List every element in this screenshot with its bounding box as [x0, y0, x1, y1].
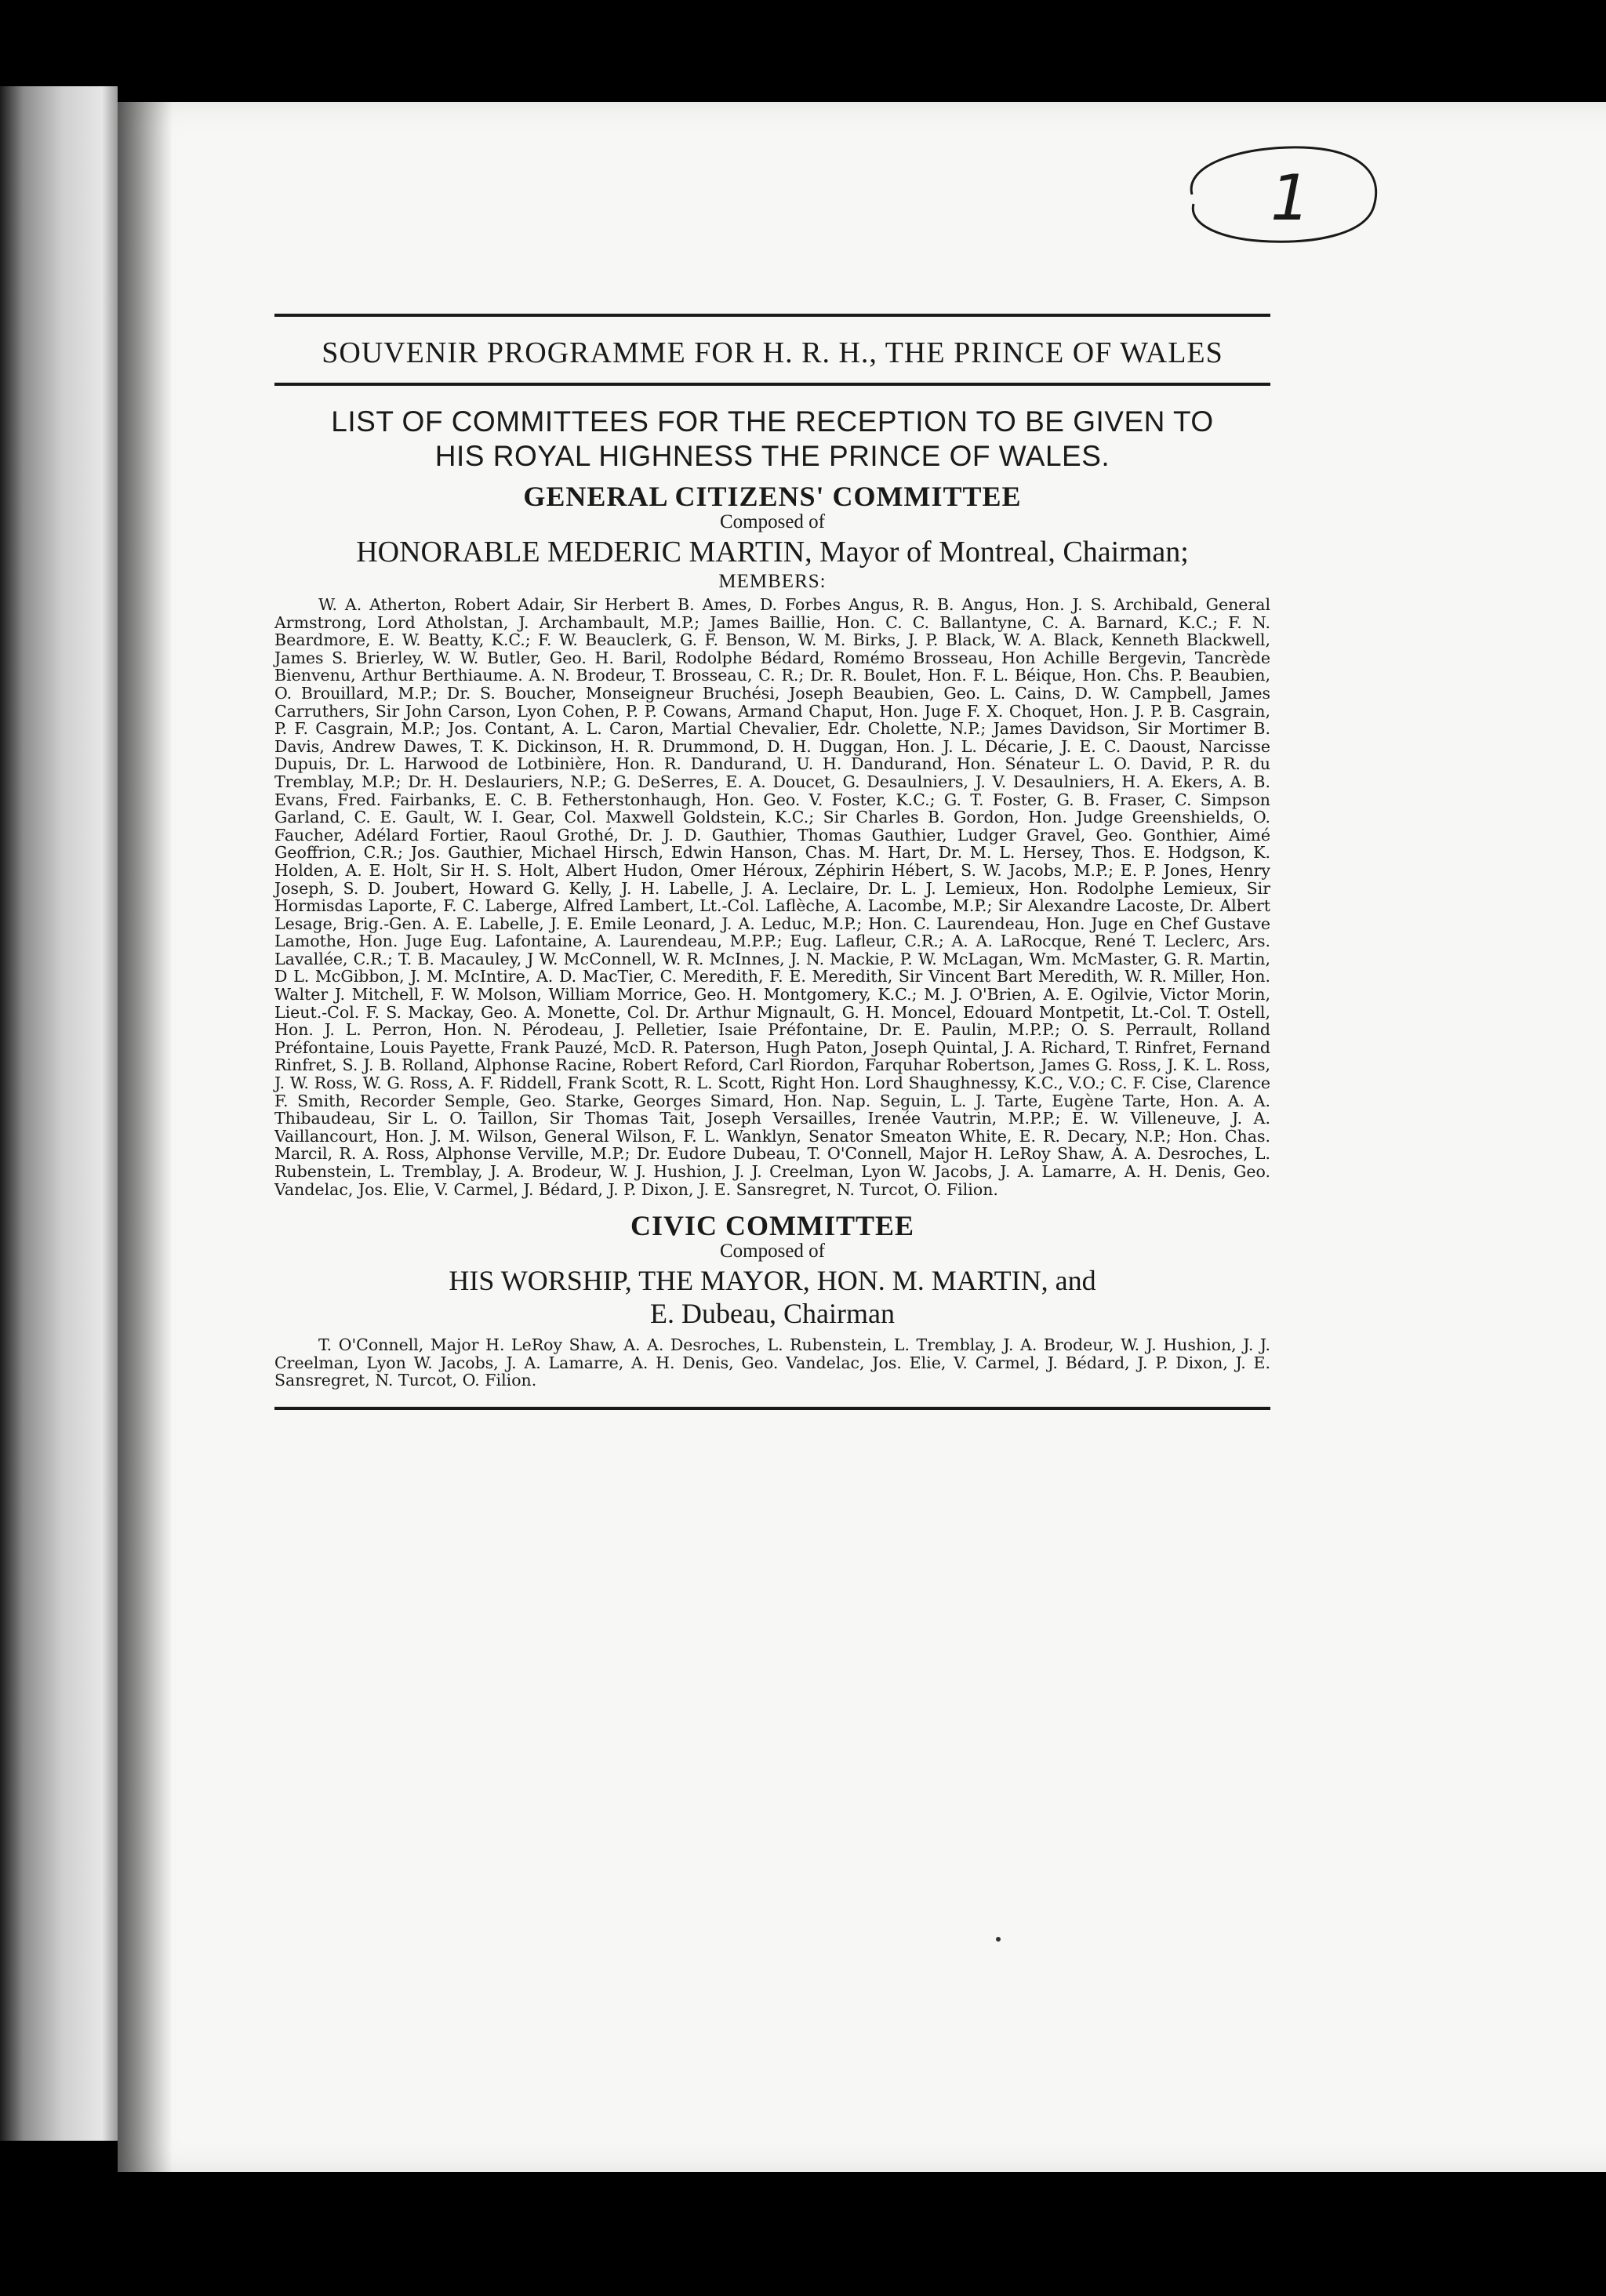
handwritten-circle-icon: [1161, 132, 1396, 249]
general-composed-of: Composed of: [719, 511, 826, 532]
general-members-list: W. A. Atherton, Robert Adair, Sir Herbert B. Ames, D. Forbes Angus, R. B. Angus, Hon. J. S. Archibald, General Armstrong, Lord Atholstan, J. Archambault, M.P.; James Baillie, Hon. C. C. Ballantyne, C. A. Barnard, K.C.; F. N. Beardmore, E. W. Beatty, K.C.; F. W. Beauclerk, G. F. Benson, W. M. Birks, J. P. Black, W. A. Black, Kenneth Blackwell, James S. Brierley, W. W. Butler, Geo. H. Baril, Rodolphe Bédard, Romémo Brosseau, Hon Achille Bergevin, Tancrède Bienvenu, Arthur Berthiaume. A. N. Brodeur, T. Brosseau, C. R.; Dr. R. Boulet, Hon. F. L. Béique, Hon. Chs. P. Beaubien, O. Brouillard, M.P.; Dr. S. Boucher, Monseigneur Bruchési, Joseph Beaubien, Geo. L. Cains, D. W. Campbell, James Carruthers, Sir John Carson, Lyon Cohen, P. P. Cowans, Armand Chaput, Hon. Juge F. X. Choquet, Hon. J. P. B. Casgrain, P. F. Casgrain, M.P.; Jos. Contant, A. L. Caron, Martial Chevalier, Edr. Cholette, N.P.; James Davidson, Sir Mortimer B. Davis, Andrew Dawes, T. K. Dickinson, H. R. Drummond, D. H. Duggan, Hon. J. L. Décarie, J. E. C. Daoust, Narcisse Dupuis, Dr. L. Harwood de Lotbinière, Hon. R. Dandurand, U. H. Dandurand, Hon. Sénateur L. O. David, P. R. du Tremblay, M.P.; Dr. H. Deslauriers, N.P.; G. DeSerres, E. A. Doucet, G. Desaulniers, J. V. Desaulniers, H. A. Ekers, A. B. Evans, Fred. Fairbanks, E. C. B. Fetherstonhaugh, Hon. Geo. V. Foster, K.C.; G. T. Foster, G. B. Fraser, C. Simpson Garland, C. E. Gault, W. I. Gear, Col. Maxwell Goldstein, K.C.; Sir Charles B. Gordon, Hon. Judge Greenshields, O. Faucher, Adélard Fortier, Raoul Grothé, Dr. J. D. Gauthier, Thomas Gauthier, Ludger Gravel, Geo. Gonthier, Aimé Geoffrion, C.R.; Jos. Gauthier, Michael Hirsch, Edwin Hanson, Chas. M. Hart, Dr. M. L. Hersey, Thos. E. Hodgson, K. Holden, A. E. Holt, Sir H. S. Holt, Albert Hudon, Omer Héroux, Zéphirin Hébert, S. W. Jacobs, M.P.; E. P. Jones, Henry Joseph, S. D. Joubert, Howard G. Kelly, J. H. Labelle, J. A. Leclaire, Dr. L. J. Lemieux, Hon. Rodolphe Lemieux, Sir Hormisdas Laporte, F. C. Laberge, Alfred Lambert, Lt.-Col. Laflèche, A. Lacombe, M.P.; Sir Alexandre Lacoste, Dr. Albert Lesage, Brig.-Gen. A. E. Labelle, J. E. Emile Leonard, J. A. Leduc, M.P.; Hon. C. Laurendeau, Hon. Juge en Chef Gustave Lamothe, Hon. Juge Eug. Lafontaine, A. Laurendeau, M.P.P.; Eug. Lafleur, C.R.; A. A. LaRocque, René T. Leclerc, Ars. Lavallée, C.R.; T. B. Macauley, J W. McConnell, W. R. McInnes, J. N. Mackie, P. W. McLagan, Wm. McMaster, G. R. Martin, D L. McGibbon, J. M. McIntire, A. D. MacTier, C. Meredith, F. E. Meredith, Sir Vincent Bart Meredith, W. R. Miller, Hon. Walter J. Mitchell, F. W. Molson, William Morrice, Geo. H. Montgomery, K.C.; M. J. O'Brien, A. E. Ogilvie, Victor Morin, Lieut.-Col. F. S. Mackay, Geo. A. Monette, Col. Dr. Arthur Mignault, G. H. Moncel, Edouard Montpetit, Lt.-Col. T. Ostell, Hon. J. L. Perron, Hon. N. Pérodeau, J. Pelletier, Isaie Préfontaine, Dr. E. Paulin, M.P.P.; O. S. Perrault, Rolland Préfontaine, Louis Payette, Frank Pauzé, McD. R. Paterson, Hugh Paton, Joseph Quintal, J. A. Richard, T. Rinfret, Fernand Rinfret, S. J. B. Rolland, Alphonse Racine, Robert Reford, Carl Riordon, Farquhar Robertson, James G. Ross, J. K. L. Ross, J. W. Ross, W. G. Ross, A. F. Riddell, Frank Scott, R. L. Scott, Right Hon. Lord Shaughnessy, K.C., V.O.; C. F. Cise, Clarence F. Smith, Recorder Semple, Geo. Starke, Georges Simard, Hon. Nap. Seguin, L. J. Tarte, Eugène Tarte, Hon. A. A. Thibaudeau, Sir L. O. Taillon, Sir Thomas Tait, Joseph Versailles, Irenée Vautrin, M.P.P.; E. W. Villeneuve, J. A. Vaillancourt, Hon. J. M. Wilson, General Wilson, F. L. Wanklyn, Senator Smeaton White, E. R. Decary, N.P.; Hon. Chas. Marcil, R. A. Ross, Alphonse Verville, M.P.; Dr. Eudore Dubeau, T. O'Connell, Major H. LeRoy Shaw, A. A. Desroches, L. Rubenstein, L. Tremblay, J. A. Brodeur, W. J. Hushion, J. J. Creelman, Lyon W. Jacobs, J. A. Lamarre, A. H. Denis, Geo. Vandelac, Jos. Elie, V. Carmel, J. Bédard, J. P. Dixon, J. E. Sansregret, N. Turcot, O. Filion.: [274, 595, 1270, 1199]
civic-committee-title: CIVIC COMMITTEE: [630, 1210, 915, 1242]
document-page: [118, 102, 1606, 2172]
left-page-edge: [0, 86, 118, 2141]
paper-speck: [996, 1937, 1001, 1942]
civic-chairman-line-1: HIS WORSHIP, THE MAYOR, HON. M. MARTIN, and: [449, 1265, 1096, 1297]
handwritten-page-number: [1161, 132, 1396, 249]
civic-composed-of: Composed of: [719, 1241, 826, 1262]
civic-chairman-line-2: E. Dubeau, Chairman: [650, 1298, 895, 1330]
general-chairman: HONORABLE MEDERIC MARTIN, Mayor of Montreal, Chairman;: [356, 536, 1189, 569]
members-label: MEMBERS:: [718, 571, 827, 592]
page-content: [274, 314, 1270, 1410]
running-head: SOUVENIR PROGRAMME FOR H. R. H., THE PRINCE OF WALES: [322, 336, 1223, 369]
page-number-text: 1: [1270, 162, 1310, 234]
page-gutter-shadow: [118, 102, 173, 2172]
list-title-line-1: LIST OF COMMITTEES FOR THE RECEPTION TO BE GIVEN TO: [331, 405, 1214, 438]
civic-chairman: [274, 1264, 1270, 1330]
civic-members-list: T. O'Connell, Major H. LeRoy Shaw, A. A. Desroches, L. Rubenstein, L. Tremblay, J. A. Brodeur, W. J. Hushion, J. J. Creelman, Lyon W. Jacobs, J. A. Lamarre, A. H. Denis, Geo. Vandelac, Jos. Elie, V. Carmel, J. Bédard, J. P. Dixon, J. E. Sansregret, N. Turcot, O. Filion.: [274, 1335, 1270, 1390]
general-committee-title: GENERAL CITIZENS' COMMITTEE: [523, 481, 1022, 512]
bottom-rule: [274, 1407, 1270, 1410]
header-rule: [274, 383, 1270, 386]
list-title: [274, 405, 1270, 474]
list-title-line-2: HIS ROYAL HIGHNESS THE PRINCE OF WALES.: [434, 440, 1110, 472]
